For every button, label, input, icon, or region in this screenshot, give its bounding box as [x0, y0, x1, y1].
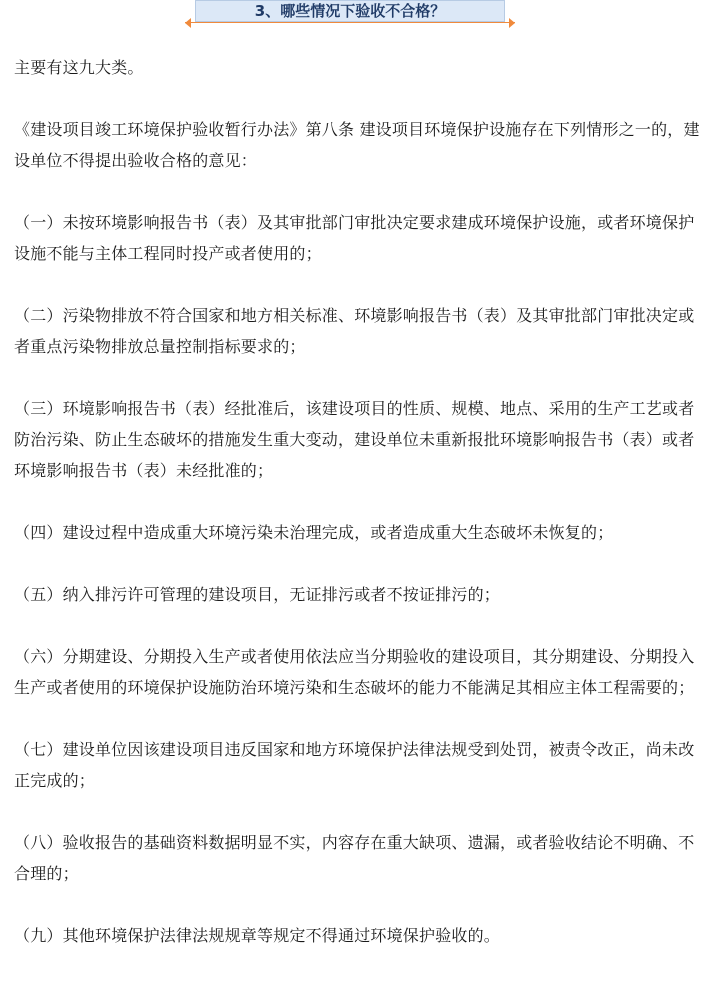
heading-underline-arrow [185, 22, 515, 23]
document-body [14, 52, 704, 982]
list-item-1: （一）未按环境影响报告书（表）及其审批部门审批决定要求建成环境保护设施，或者环境保护设施不能与主体工程同时投产或者使用的； [14, 213, 695, 263]
list-item-5: （五）纳入排污许可管理的建设项目，无证排污或者不按证排污的； [14, 585, 501, 604]
intro-paragraph: 主要有这九大类。 [14, 58, 144, 77]
list-item-3: （三）环境影响报告书（表）经批准后，该建设项目的性质、规模、地点、采用的生产工艺或者防治污染、防止生态破坏的措施发生重大变动，建设单位未重新报批环境影响报告书（表）或者环境影响报告书（表）未经批准的； [14, 399, 695, 480]
list-item-8: （八）验收报告的基础资料数据明显不实，内容存在重大缺项、遗漏，或者验收结论不明确、不合理的； [14, 833, 695, 883]
list-item-6: （六）分期建设、分期投入生产或者使用依法应当分期验收的建设项目，其分期建设、分期投入生产或者使用的环境保护设施防治环境污染和生态破坏的能力不能满足其相应主体工程需要的； [14, 647, 695, 697]
list-item-4: （四）建设过程中造成重大环境污染未治理完成，或者造成重大生态破坏未恢复的； [14, 523, 614, 542]
section-heading-title: 3、哪些情况下验收不合格？ [195, 0, 505, 22]
regulation-paragraph: 《建设项目竣工环境保护验收暂行办法》第八条 建设项目环境保护设施存在下列情形之一的，建设单位不得提出验收合格的意见： [14, 120, 700, 170]
list-item-7: （七）建设单位因该建设项目违反国家和地方环境保护法律法规受到处罚，被责令改正，尚未改正完成的； [14, 740, 695, 790]
list-item-2: （二）污染物排放不符合国家和地方相关标准、环境影响报告书（表）及其审批部门审批决定或者重点污染物排放总量控制指标要求的； [14, 306, 695, 356]
list-item-9: （九）其他环境保护法律法规规章等规定不得通过环境保护验收的。 [14, 926, 501, 945]
section-heading [185, 0, 515, 26]
